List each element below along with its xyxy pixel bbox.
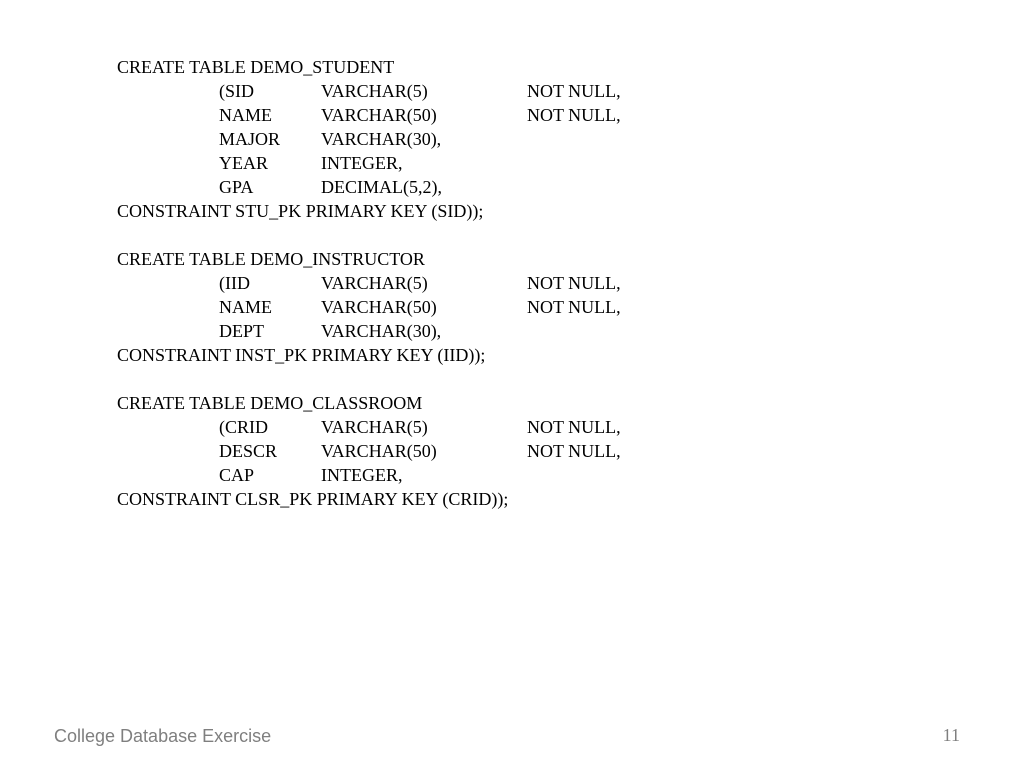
sql-code-block [117,55,621,511]
column-constraint: NOT NULL, [527,81,621,101]
column-name: (SID [219,81,254,101]
column-type: VARCHAR(30), [321,129,442,149]
column-constraint: NOT NULL, [527,297,621,317]
create-table-statement: CREATE TABLE DEMO_CLASSROOM [117,393,423,413]
column-definition [117,271,621,295]
column-definition [117,463,621,487]
create-table-statement: CREATE TABLE DEMO_STUDENT [117,57,395,77]
column-definition [117,103,621,127]
blank-line [117,367,621,391]
column-definition [117,415,621,439]
column-constraint: NOT NULL, [527,273,621,293]
column-name: DEPT [219,321,264,341]
column-constraint: NOT NULL, [527,417,621,437]
primary-key-constraint: CONSTRAINT CLSR_PK PRIMARY KEY (CRID)); [117,489,509,509]
column-name: MAJOR [219,129,281,149]
column-constraint: NOT NULL, [527,105,621,125]
primary-key-constraint: CONSTRAINT STU_PK PRIMARY KEY (SID)); [117,201,484,221]
column-type: INTEGER, [321,153,403,173]
column-type: INTEGER, [321,465,403,485]
column-type: VARCHAR(50) [321,441,437,461]
column-name: (CRID [219,417,268,437]
column-name: (IID [219,273,250,293]
column-constraint: NOT NULL, [527,441,621,461]
column-type: VARCHAR(50) [321,105,437,125]
page-number: 11 [942,725,960,745]
create-table-statement: CREATE TABLE DEMO_INSTRUCTOR [117,249,425,269]
column-definition [117,127,621,151]
column-type: DECIMAL(5,2), [321,177,442,197]
column-definition [117,79,621,103]
column-name: NAME [219,297,272,317]
column-type: VARCHAR(5) [321,417,428,437]
column-type: VARCHAR(30), [321,321,442,341]
primary-key-constraint: CONSTRAINT INST_PK PRIMARY KEY (IID)); [117,345,486,365]
column-definition [117,319,621,343]
column-definition [117,295,621,319]
footer-title: College Database Exercise [54,726,272,746]
column-type: VARCHAR(5) [321,273,428,293]
blank-line [117,223,621,247]
column-name: NAME [219,105,272,125]
column-type: VARCHAR(50) [321,297,437,317]
column-definition [117,175,621,199]
column-definition [117,151,621,175]
column-type: VARCHAR(5) [321,81,428,101]
column-name: DESCR [219,441,278,461]
column-name: GPA [219,177,254,197]
column-definition [117,439,621,463]
column-name: YEAR [219,153,268,173]
column-name: CAP [219,465,255,485]
